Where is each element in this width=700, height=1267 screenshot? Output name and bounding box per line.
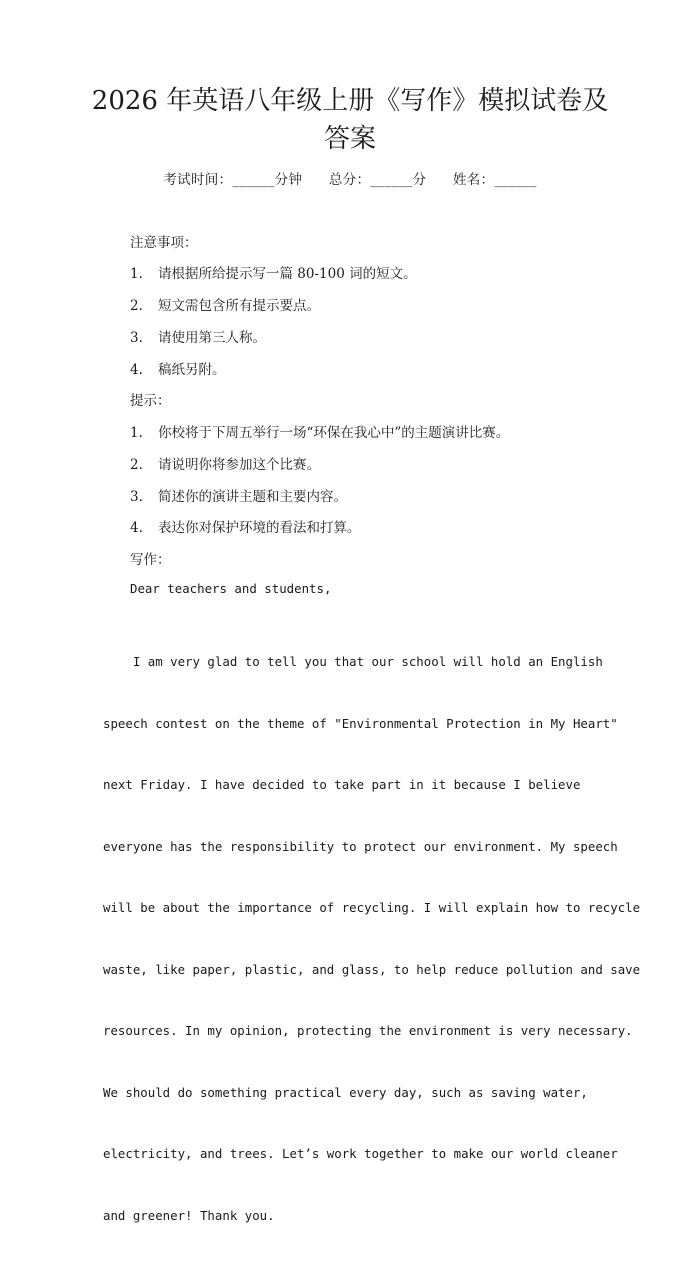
essay-line: electricity, and trees. Let’s work together to make our world cleaner bbox=[103, 1146, 618, 1161]
hint-number: 2. bbox=[130, 457, 143, 473]
note-text: 短文需包含所有提示要点。 bbox=[158, 298, 320, 314]
title-line-2: 答案 bbox=[323, 124, 376, 154]
document-title bbox=[60, 82, 640, 158]
notes-heading: 注意事项： bbox=[130, 235, 198, 251]
hint-text: 表达你对保护环境的看法和打算。 bbox=[158, 520, 361, 536]
hint-item bbox=[130, 516, 361, 536]
note-item bbox=[130, 262, 417, 282]
essay-body bbox=[103, 611, 641, 1267]
hint-text: 请说明你将参加这个比赛。 bbox=[158, 457, 320, 473]
student-name: 姓名：______ bbox=[452, 172, 537, 188]
note-text: 请根据所给提示写一篇 80-100 词的短文。 bbox=[158, 266, 417, 282]
note-item bbox=[130, 294, 320, 314]
hint-item bbox=[130, 453, 320, 473]
writing-heading: 写作： bbox=[130, 552, 171, 568]
hint-text: 简述你的演讲主题和主要内容。 bbox=[158, 489, 347, 505]
exam-time: 考试时间：______分钟 bbox=[163, 172, 303, 188]
note-text: 请使用第三人称。 bbox=[158, 330, 266, 346]
total-score: 总分：______分 bbox=[328, 172, 427, 188]
essay-line: everyone has the responsibility to protect our environment. My speech bbox=[103, 838, 618, 854]
essay-line: and greener! Thank you. bbox=[103, 1207, 275, 1223]
essay-line: speech contest on the theme of "Environmental Protection in My Heart" bbox=[103, 715, 618, 731]
essay-line: will be about the importance of recycling. I will explain how to recycle bbox=[103, 900, 641, 915]
essay-line: waste, like paper, plastic, and glass, to help reduce pollution and save bbox=[103, 961, 641, 977]
note-item bbox=[130, 326, 266, 346]
exam-meta bbox=[0, 168, 700, 188]
note-number: 1. bbox=[130, 266, 143, 282]
essay-line: I am very glad to tell you that our school will hold an English bbox=[103, 654, 603, 669]
hints-heading: 提示： bbox=[130, 393, 171, 409]
note-text: 稿纸另附。 bbox=[158, 362, 226, 378]
title-line-1: 2026 年英语八年级上册《写作》模拟试卷及 bbox=[91, 86, 609, 116]
hint-number: 3. bbox=[130, 489, 143, 505]
note-number: 4. bbox=[130, 362, 143, 378]
note-number: 2. bbox=[130, 298, 143, 314]
hint-number: 4. bbox=[130, 520, 143, 536]
hint-item bbox=[130, 485, 347, 505]
hint-number: 1. bbox=[130, 425, 143, 441]
note-item bbox=[130, 358, 226, 378]
essay-line: resources. In my opinion, protecting the environment is very necessary. bbox=[103, 1023, 633, 1038]
note-number: 3. bbox=[130, 330, 143, 346]
hint-item bbox=[130, 421, 509, 441]
essay-greeting: Dear teachers and students, bbox=[130, 581, 332, 596]
essay-line: next Friday. I have decided to take part in it because I believe bbox=[103, 777, 581, 792]
hint-text: 你校将于下周五举行一场“环保在我心中”的主题演讲比赛。 bbox=[158, 425, 510, 441]
essay-line: We should do something practical every day, such as saving water, bbox=[103, 1084, 588, 1100]
